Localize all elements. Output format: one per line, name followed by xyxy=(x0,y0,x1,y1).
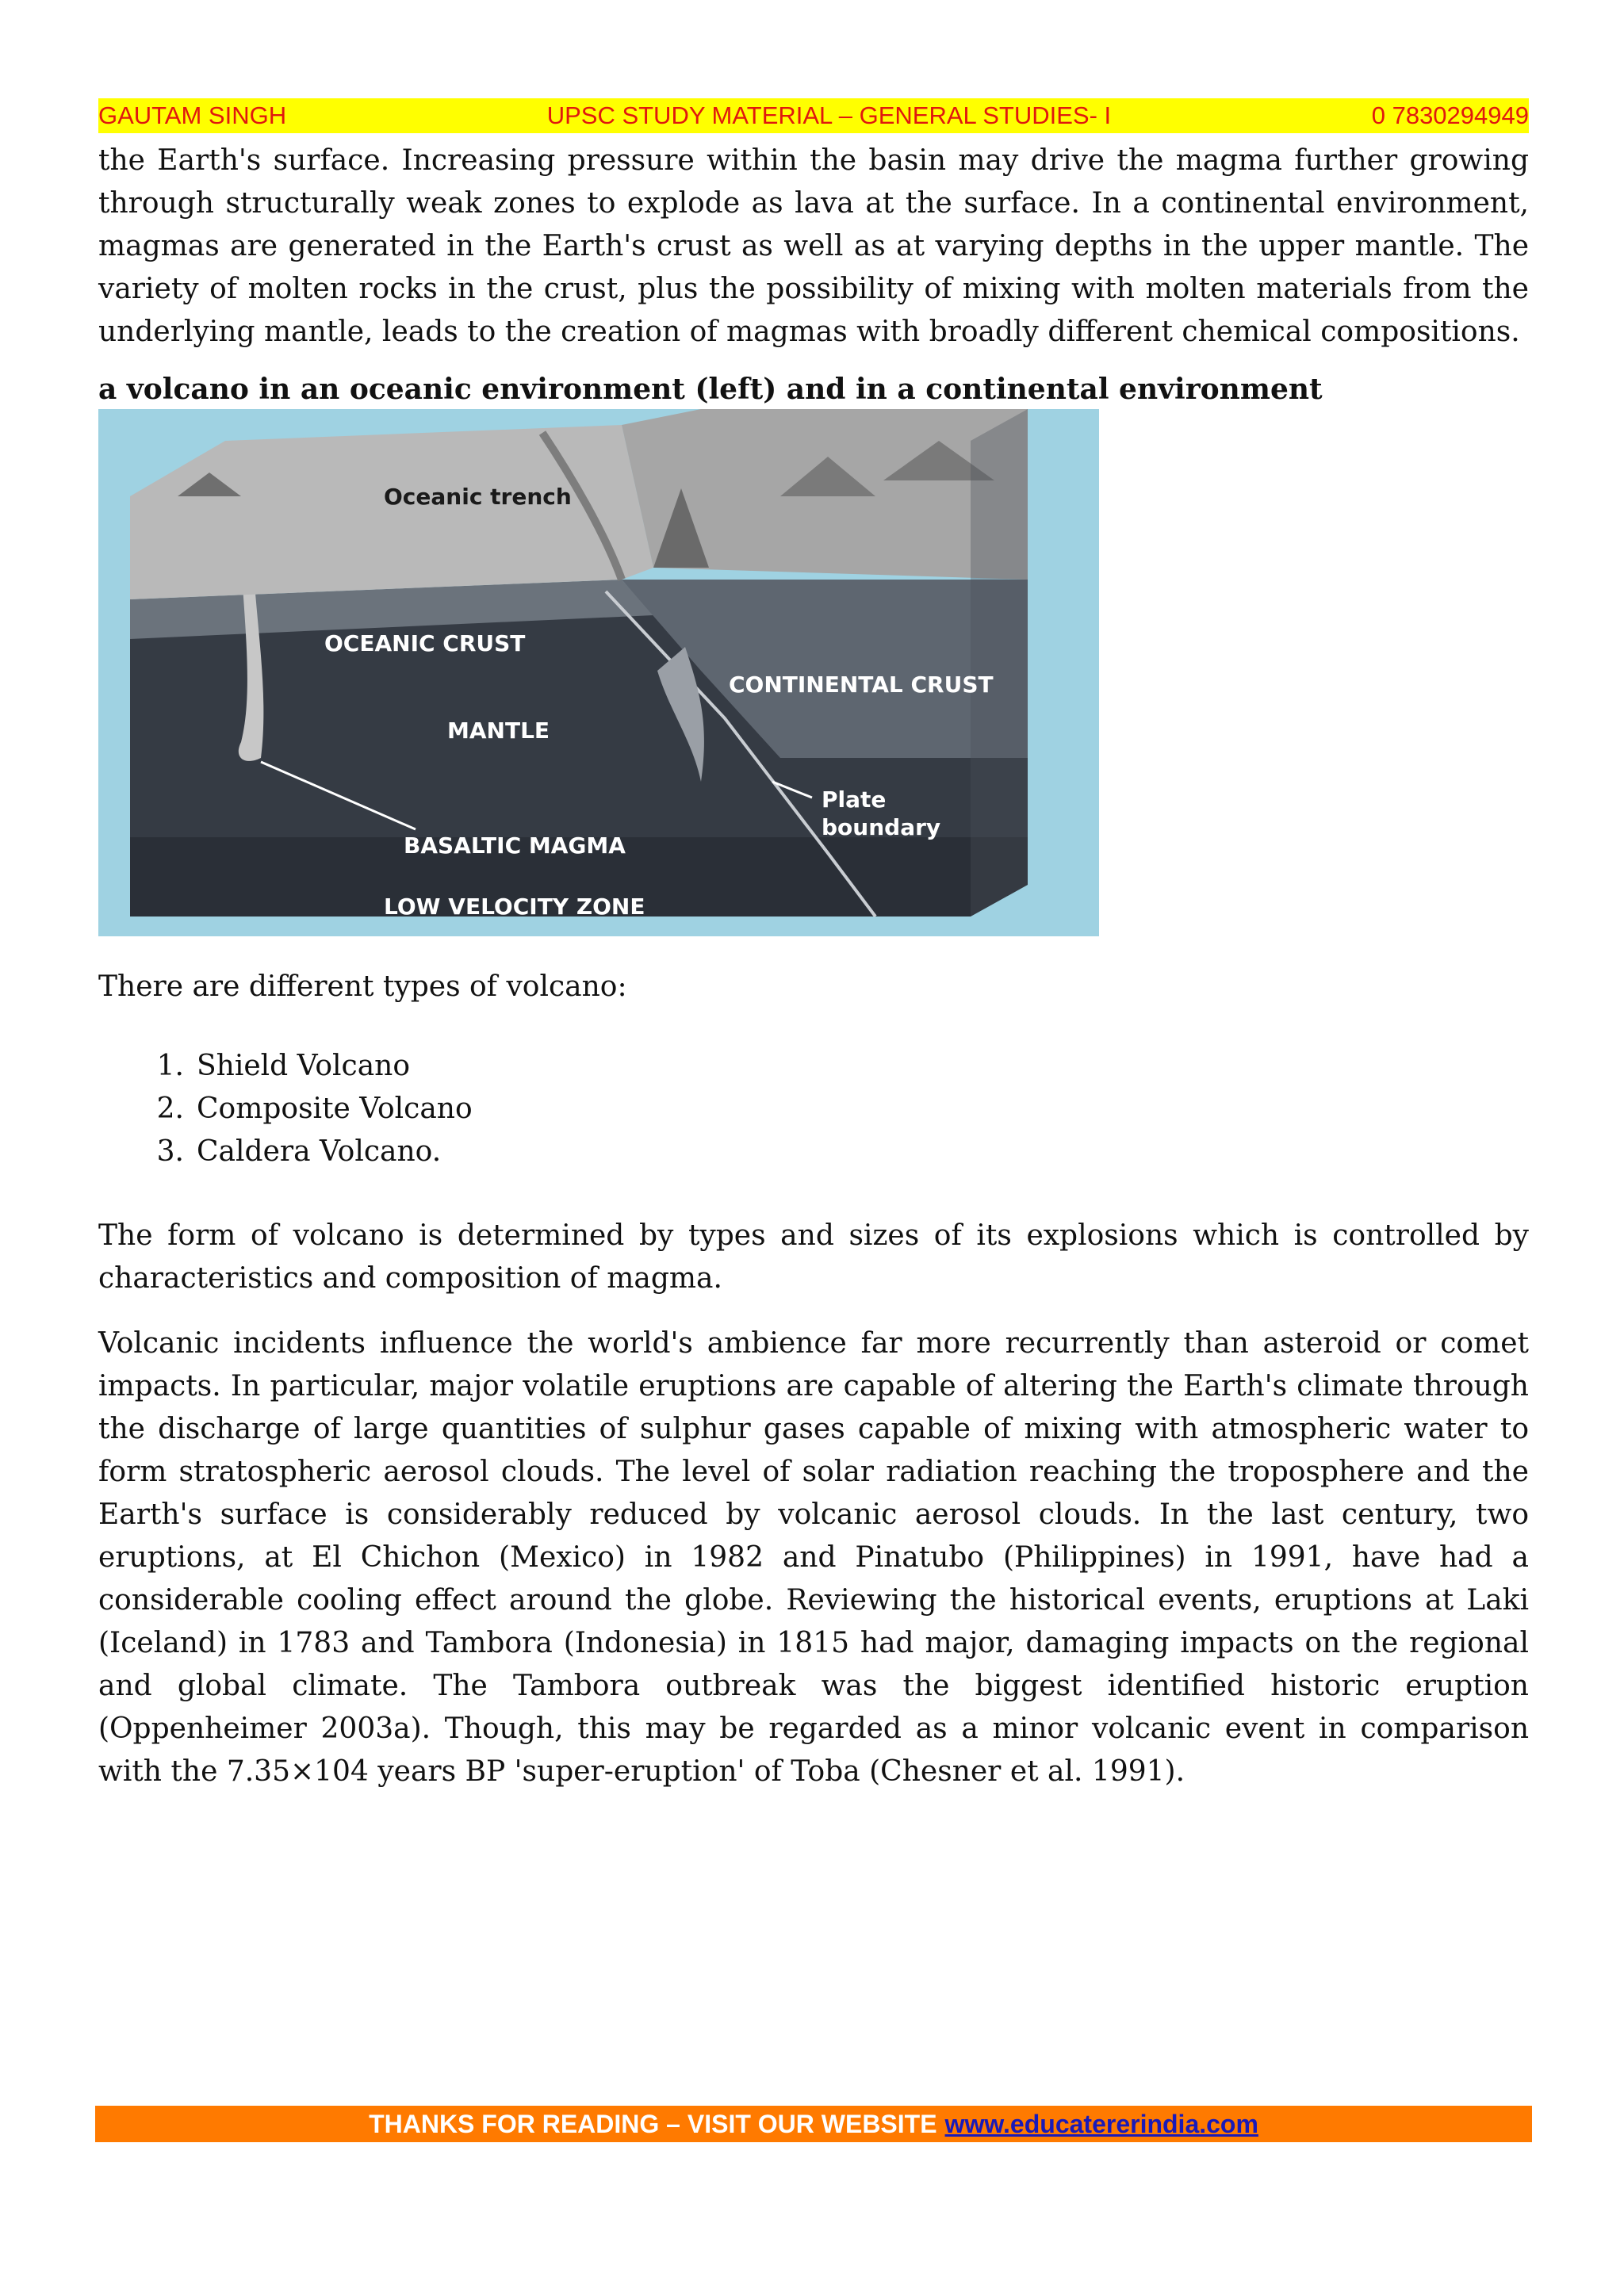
list-item xyxy=(98,1045,473,1088)
page-header xyxy=(98,98,1529,133)
label-plate-boundary-line2: boundary xyxy=(822,814,941,840)
volcano-diagram xyxy=(98,409,1099,936)
header-phone: 0 7830294949 xyxy=(1371,101,1529,129)
figure-caption: a volcano in an oceanic environment (left) and in a continental environment xyxy=(98,373,1323,406)
website-link[interactable]: www.educatererindia.com xyxy=(944,2109,1258,2138)
list-item-number: 2. xyxy=(156,1093,184,1125)
paragraph-continental-magma: the Earth's surface. Increasing pressure within the basin may drive the magma further growing through structurally weak zones to explode as lava at the surface. In a continental environment, magmas are generated in the Earth's crust as well as at varying depths in the upper mantle. The variety of molten rocks in the crust, plus the possibility of mixing with molten materials from the underlying mantle, leads to the creation of magmas with broadly different chemical compositions. xyxy=(98,144,1529,348)
volcano-types-list xyxy=(98,1045,473,1173)
list-item xyxy=(98,1088,473,1131)
footer-text: THANKS FOR READING – VISIT OUR WEBSITE xyxy=(369,2109,937,2138)
page-footer xyxy=(95,2106,1532,2142)
list-item-number: 1. xyxy=(156,1050,184,1082)
label-continental-crust: CONTINENTAL CRUST xyxy=(729,672,994,698)
label-basaltic-magma: BASALTIC MAGMA xyxy=(404,832,626,859)
list-item-number: 3. xyxy=(156,1135,184,1168)
block-side-face xyxy=(971,409,1028,916)
list-item-label: Shield Volcano xyxy=(197,1050,411,1082)
paragraph-climate-impact: Volcanic incidents influence the world's ambience far more recurrently than asteroid or comet impacts. In particular, major volatile eruptions are capable of altering the Earth's climate through the discharge of large quantities of sulphur gases capable of mixing with atmospheric water to form stratospheric aerosol clouds. The level of solar radiation reaching the troposphere and the Earth's surface is considerably reduced by volcanic aerosol clouds. In the last century, two eruptions, at El Chichon (Mexico) in 1982 and Pinatubo (Philippines) in 1991, have had a considerable cooling effect around the globe. Reviewing the historical events, eruptions at Laki (Iceland) in 1783 and Tambora (Indonesia) in 1815 had major, damaging impacts on the regional and global climate. The Tambora outbreak was the biggest identified historic eruption (Oppenheimer 2003a). Though, this may be regarded as a minor volcanic event in comparison with the 7.35×104 years BP 'super-eruption' of Toba (Chesner et al. 1991). xyxy=(98,1327,1529,1788)
volcano-types-intro: There are different types of volcano: xyxy=(98,970,627,1003)
volcano-cross-section-figure xyxy=(98,409,1099,936)
paragraph-volcano-form: The form of volcano is determined by types and sizes of its explosions which is controlled by characteristics and composition of magma. xyxy=(98,1219,1529,1295)
label-oceanic-crust: OCEANIC CRUST xyxy=(324,630,526,656)
label-oceanic-trench: Oceanic trench xyxy=(384,484,572,510)
header-author: GAUTAM SINGH xyxy=(98,101,287,129)
ocean-surface xyxy=(130,425,653,599)
label-plate-boundary-line1: Plate xyxy=(822,786,887,813)
list-item-label: Composite Volcano xyxy=(197,1093,473,1125)
list-item-label: Caldera Volcano. xyxy=(197,1135,442,1168)
list-item xyxy=(98,1131,473,1173)
header-title: UPSC STUDY MATERIAL – GENERAL STUDIES- I xyxy=(546,101,1112,129)
label-low-velocity-zone: LOW VELOCITY ZONE xyxy=(384,894,645,920)
label-mantle: MANTLE xyxy=(447,718,550,744)
